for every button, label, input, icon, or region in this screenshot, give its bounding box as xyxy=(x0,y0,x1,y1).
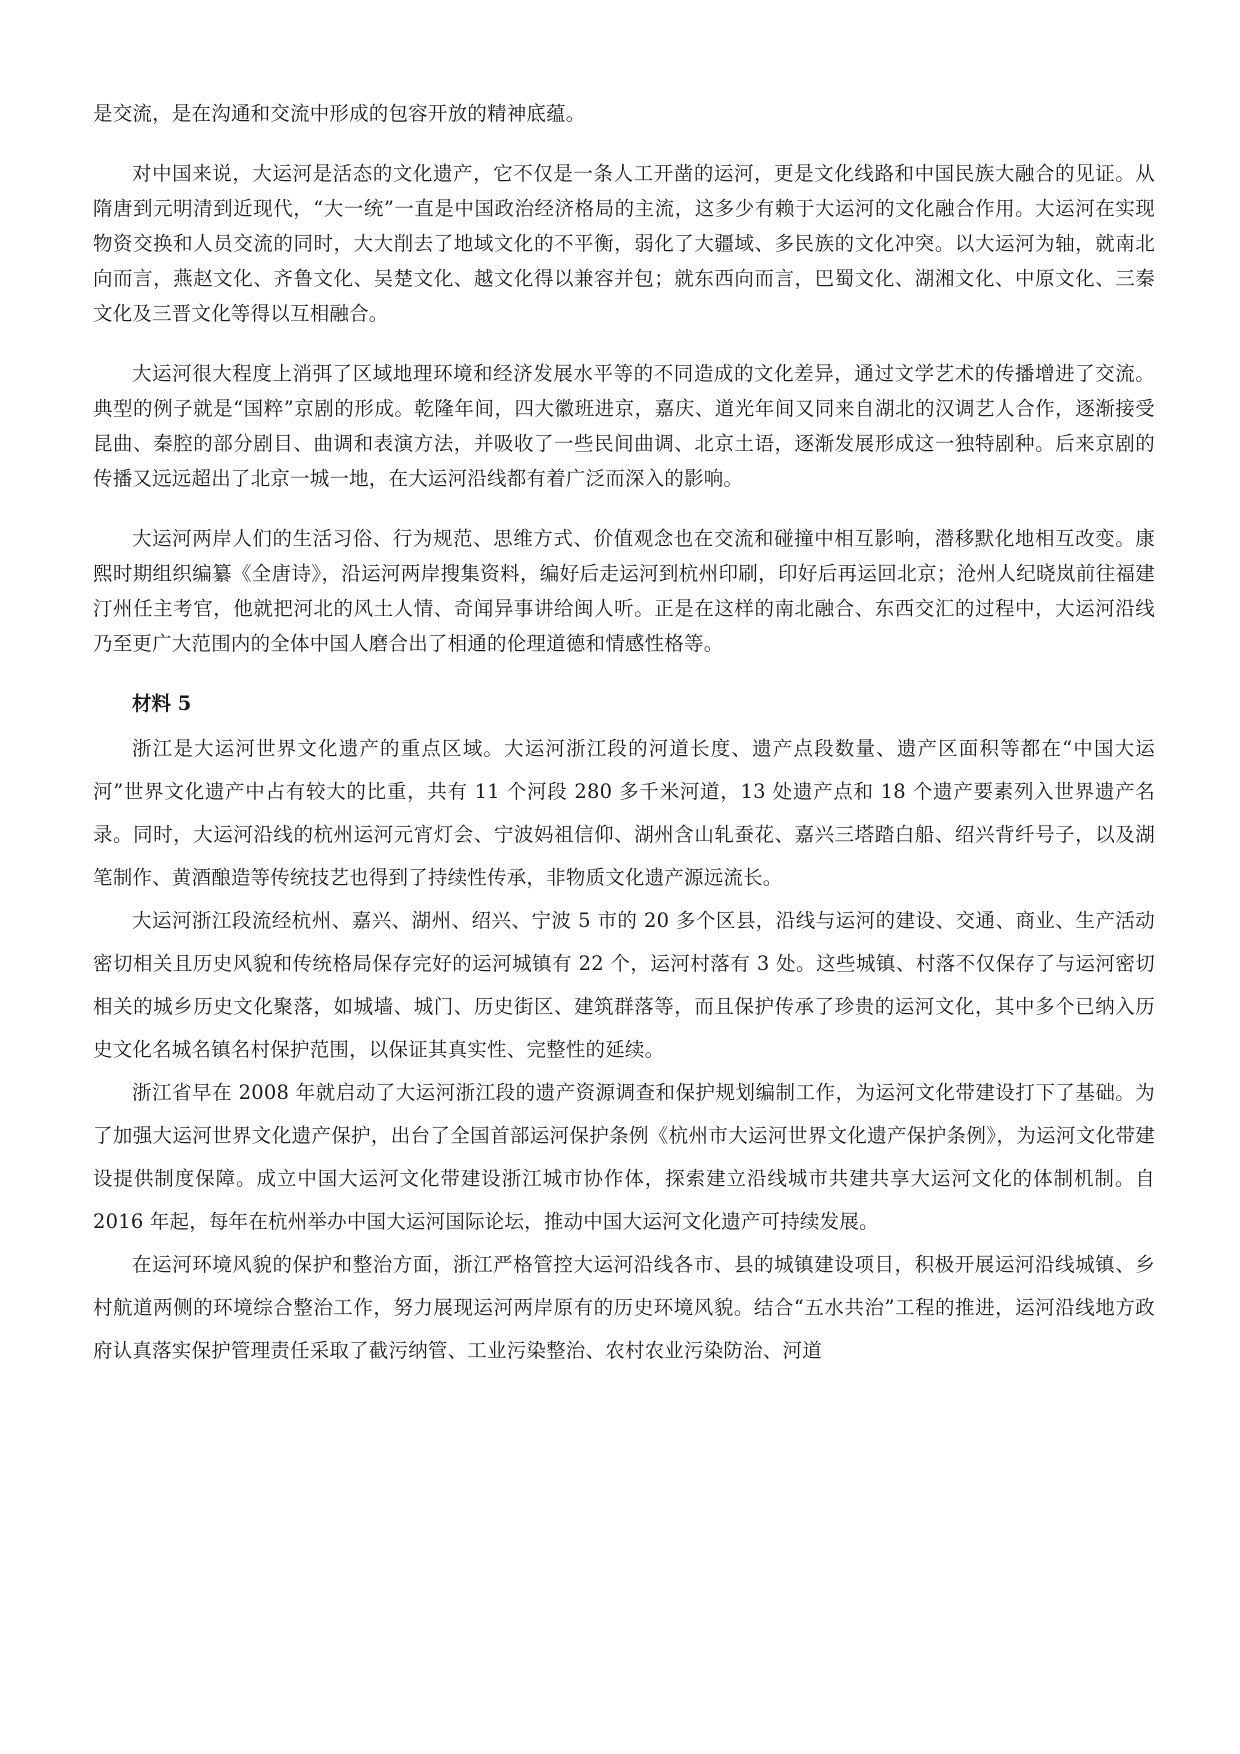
paragraph-protection-planning: 浙江省早在 2008 年就启动了大运河浙江段的遗产资源调查和保护规划编制工作，为运河文化带建设打下了基础。为了加强大运河世界文化遗产保护，出台了全国首部运河保护条例《杭州市大运河世界文化遗产保护条例》，为运河文化带建设提供制度保障。成立中国大运河文化带建设浙江城市协作体，探索建立沿线城市共建共享大运河文化的体制机制。自 2016 年起，每年在杭州举办中国大运河国际论坛，推动中国大运河文化遗产可持续发展。 xyxy=(93,1081,1155,1233)
paragraph-environment-governance: 在运河环境风貌的保护和整治方面，浙江严格管控大运河沿线各市、县的城镇建设项目，积极开展运河沿线城镇、乡村航道两侧的环境综合整治工作，努力展现运河两岸原有的历史环境风貌。结合“五水共治”工程的推进，运河沿线地方政府认真落实保护管理责任采取了截污纳管、工业污染整治、农村农业污染防治、河道 xyxy=(93,1253,1155,1362)
paragraph-peking-opera: 大运河很大程度上消弭了区域地理环境和经济发展水平等的不同造成的文化差异，通过文学艺术的传播增进了交流。典型的例子就是“国粹”京剧的形成。乾隆年间，四大徽班进京，嘉庆、道光年间又同来自湖北的汉调艺人合作，逐渐接受昆曲、秦腔的部分剧目、曲调和表演方法，并吸收了一些民间曲调、北京土语，逐渐发展形成这一独特剧种。后来京剧的传播又远远超出了北京一城一地，在大运河沿线都有着广泛而深入的影响。 xyxy=(93,362,1155,490)
section-previous-material xyxy=(93,96,1155,661)
material-heading: 材料 5 xyxy=(132,692,192,715)
paragraph-customs-exchange: 大运河两岸人们的生活习俗、行为规范、思维方式、价值观念也在交流和碰撞中相互影响，潜移默化地相互改变。康熙时期组织编纂《全唐诗》，沿运河两岸搜集资料，编好后走运河到杭州印刷，印好后再运回北京；沧州人纪晓岚前往福建汀州任主考官，他就把河北的风土人情、奇闻异事讲给闽人听。正是在这样的南北融合、东西交汇的过程中，大运河沿线乃至更广大范围内的全体中国人磨合出了相通的伦理道德和情感性格等。 xyxy=(93,527,1155,655)
document-page xyxy=(93,96,1155,1372)
paragraph-zhejiang-heritage: 浙江是大运河世界文化遗产的重点区域。大运河浙江段的河道长度、遗产点段数量、遗产区面积等都在“中国大运河”世界文化遗产中占有较大的比重，共有 11 个河段 280 多千米河道，13 处遗产点和 18 个遗产要素列入世界遗产名录。同时，大运河沿线的杭州运河元宵灯会、宁波妈祖信仰、湖州含山轧蚕花、嘉兴三塔踏白船、绍兴背纤号子，以及湖笔制作、黄酒酿造等传统技艺也得到了持续性传承，非物质文化遗产源远流长。 xyxy=(93,737,1155,889)
paragraph-cultural-fusion: 对中国来说，大运河是活态的文化遗产，它不仅是一条人工开凿的运河，更是文化线路和中国民族大融合的见证。从隋唐到元明清到近现代，“大一统”一直是中国政治经济格局的主流，这多少有赖于大运河的文化融合作用。大运河在实现物资交换和人员交流的同时，大大削去了地域文化的不平衡，弱化了大疆域、多民族的文化冲突。以大运河为轴，就南北向而言，燕赵文化、齐鲁文化、吴楚文化、越文化得以兼容并包；就东西向而言，巴蜀文化、湖湘文化、中原文化、三秦文化及三晋文化等得以互相融合。 xyxy=(93,162,1155,325)
section-material-5 xyxy=(93,686,1155,1372)
paragraph-continuation: 是交流，是在沟通和交流中形成的包容开放的精神底蕴。 xyxy=(93,102,586,125)
paragraph-canal-towns: 大运河浙江段流经杭州、嘉兴、湖州、绍兴、宁波 5 市的 20 多个区县，沿线与运河的建设、交通、商业、生产活动密切相关且历史风貌和传统格局保存完好的运河城镇有 22 个，运河村落有 3 处。这些城镇、村落不仅保存了与运河密切相关的城乡历史文化聚落，如城墙、城门、历史街区、建筑群落等，而且保护传承了珍贵的运河文化，其中多个已纳入历史文化名城名镇名村保护范围，以保证其真实性、完整性的延续。 xyxy=(93,909,1155,1061)
